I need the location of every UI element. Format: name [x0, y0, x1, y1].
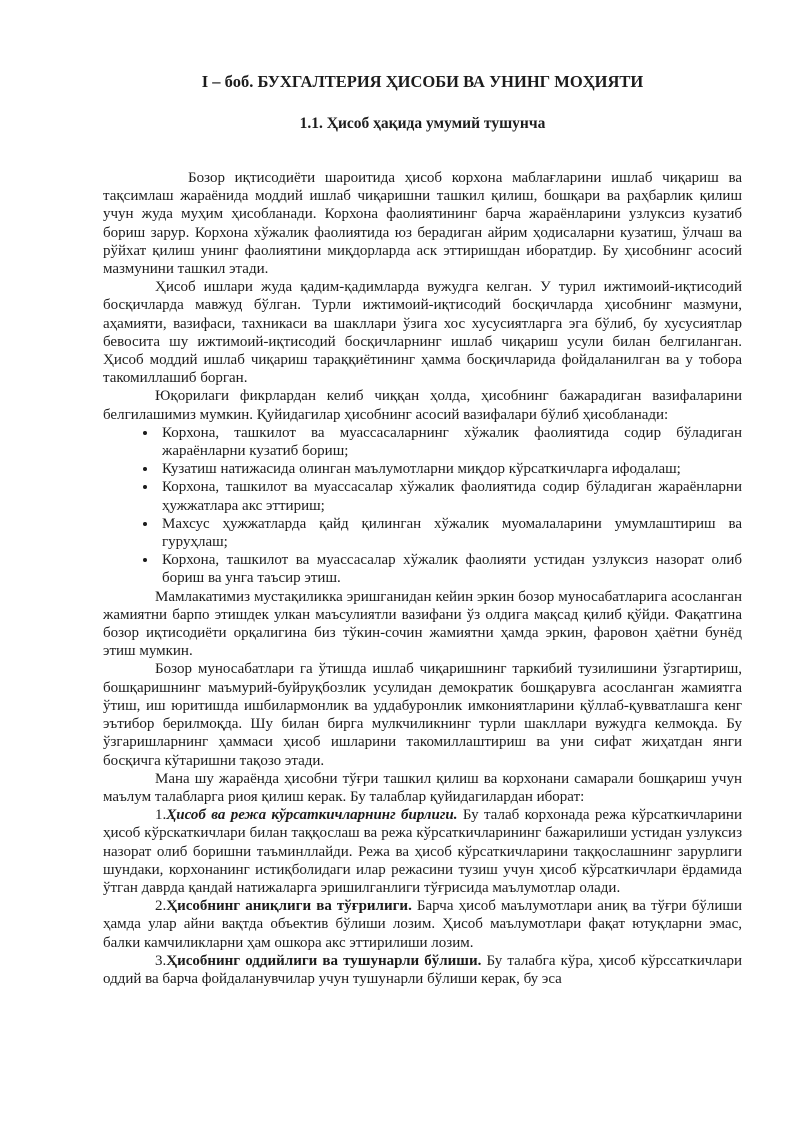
paragraph-history: Ҳисоб ишлари жуда қадим-қадимларда вужудга келган. У турил ижтимоий-иқтисодий босқичларда мавжуд бўлган. Турли ижтимоий-иқтисодий босқичларда ҳисобнинг мазмуни, аҳамияти, вазифаси, тахникаси ва шакллари ўзига хос хусусиятларга эга бўлиб, бу хусусиятлар бевосита шу ижтимоий-иқтисодий босқичларнинг ишлаб чиқариш усули билан белгиланган. Ҳисоб моддий ишлаб чиқариш тараққиётининг ҳамма босқичларида фойдаланилган ва у тобора такомиллашиб борган. — [103, 279, 742, 387]
bullet-item: • Корхона, ташкилот ва муассасалар хўжалик фаолияти устидан узлуксиз назорат олиб бориш ва унга таъсир этиш. — [158, 551, 742, 587]
document-body — [103, 169, 742, 988]
item-heading: Ҳисобнинг аниқлиги ва тўғрилиги. — [166, 898, 412, 915]
task-bullet-list — [103, 424, 742, 588]
item-text: Бу талаб корхонада режа кўрсаткичларини ҳисоб кўрскаткичлари билан таққослаш ва режа кўрсаткичларининг бажарилиши устидан узлуксиз назорат олиб боришни таъминллайди. Режа ва ҳисоб кўрсаткичларини таққослашнинг зарурлиги шундаки, корхонанинг истиқболидаги илар режасини тузиш учун ҳисоб кўрсаткичлари ёрдамида ўтган даврда қандай натижаларга эришилганлиги тўғрисида маълумотлар олади. — [103, 807, 742, 896]
item-heading: Ҳисобнинг оддийлиги ва тушунарли бўлиши. — [166, 952, 482, 969]
paragraph-independence: Мамлакатимиз мустақиликка эришганидан кейин эркин бозор муносабатларига асосланган жамиятни барпо этишдек улкан маъсулиятли вазифани ўз олдига мақсад қилиб қўйди. Фақатгина бозор иқтисодиёти орқалигина биз тўкин-сочин жамиятни ҳамда эркин, фаровон ҳаётни бунёд этиш мумкин. — [103, 588, 742, 660]
paragraph-tasks-intro: Юқорилаги фикрлардан келиб чиққан ҳолда, ҳисобнинг бажарадиган вазифаларини белгилашимиз мумкин. Қуйидагилар ҳисобнинг асосий вазифалари бўлиб ҳисобланади: — [103, 388, 742, 423]
bullet-item: • Корхона, ташкилот ва муассасалар хўжалик фаолиятида содир бўладиган жараёнларни ҳужжатлара акс эттириш; — [158, 478, 742, 514]
item-heading: Ҳисоб ва режа кўрсаткичларнинг бирлиги. — [166, 807, 458, 824]
numbered-item-3 — [103, 952, 742, 988]
paragraph-requirements-intro: Мана шу жараёнда ҳисобни тўғри ташкил қилиш ва корхонани самарали бошқариш учун маълум талабларга риоя қилиш керак. Бу талаблар қуйидагилардан иборат: — [103, 770, 742, 805]
paragraph-market-transition: Бозор муносабатлари га ўтишда ишлаб чиқаришнинг таркибий тузилишини ўзгартириш, бошқаришнинг маъмурий-буйруқбозлик усулидан демократик бошқарувга асосланган жамиятга ўтиш, иш юритишда ишбилармонлик ва уддабуронлик имкониятларини қўллаб-қувватлашга кенг эътибор берилмоқда. Шу билан бирга мулкчиликнинг турли шакллари вужудга келмоқда. Бу ўзгаришларнинг ҳаммаси ҳисоб ишларини такомиллаштириш ва уни сифат жиҳатдан янги босқичга кўтаришни тақозо этади. — [103, 661, 742, 769]
chapter-title: I – боб. БУХГАЛТЕРИЯ ҲИСОБИ ВА УНИНГ МОҲИЯТИ — [201, 72, 644, 91]
item-number: 2. — [155, 898, 167, 915]
section-title: 1.1. Ҳисоб ҳақида умумий тушунча — [299, 115, 546, 132]
numbered-item-1 — [103, 806, 742, 897]
item-number: 1. — [155, 807, 167, 824]
bullet-item: • Корхона, ташкилот ва муассасаларнинг хўжалик фаолиятида содир бўладиган жараёнларни кузатиб бориш; — [158, 424, 742, 460]
paragraph-intro: Бозор иқтисодиёти шароитида ҳисоб корхона маблағларини ишлаб чиқариш ва тақсимлаш жараёнида моддий ишлаб чиқаришни ташкил қилиш, бошқари ва раҳбарлик қилиш учун жуда муҳим ҳисобланади. Корхона фаолиятининг барча жараёнларини узлуксиз кузатиб бориш зарур. Корхона хўжалик фаолиятида юз берадиган айрим ҳодисаларни кузатиш, ўлчаш ва рўйхат қилиш унинг фаолиятини миқдорларда аск эттиришдан иборатдир. Бу ҳисобнинг асосий мазмунини ташкил этади. — [103, 170, 742, 278]
bullet-item: • Кузатиш натижасида олинган маълумотларни миқдор кўрсаткичларга ифодалаш; — [158, 460, 742, 478]
item-number: 3. — [155, 952, 167, 969]
numbered-item-2 — [103, 897, 742, 952]
item-text: Барча ҳисоб маълумотлари аниқ ва тўғри бўлиши ҳамда улар айни вақтда объектив бўлиши лозим. Ҳисоб маълумотлари фақат ютуқларни эмас, балки камчиликларни ҳам ошкора акс эттирилиши лозим. — [103, 898, 743, 951]
bullet-item: • Махсус ҳужжатларда қайд қилинган хўжалик муомалаларини умумлаштириш ва гуруҳлаш; — [158, 515, 742, 551]
item-text: Бу талабга кўра, ҳисоб кўрссаткичлари оддий ва барча фойдаланувчилар учун тушунарли бўлиши керак, бу эса — [103, 952, 742, 987]
